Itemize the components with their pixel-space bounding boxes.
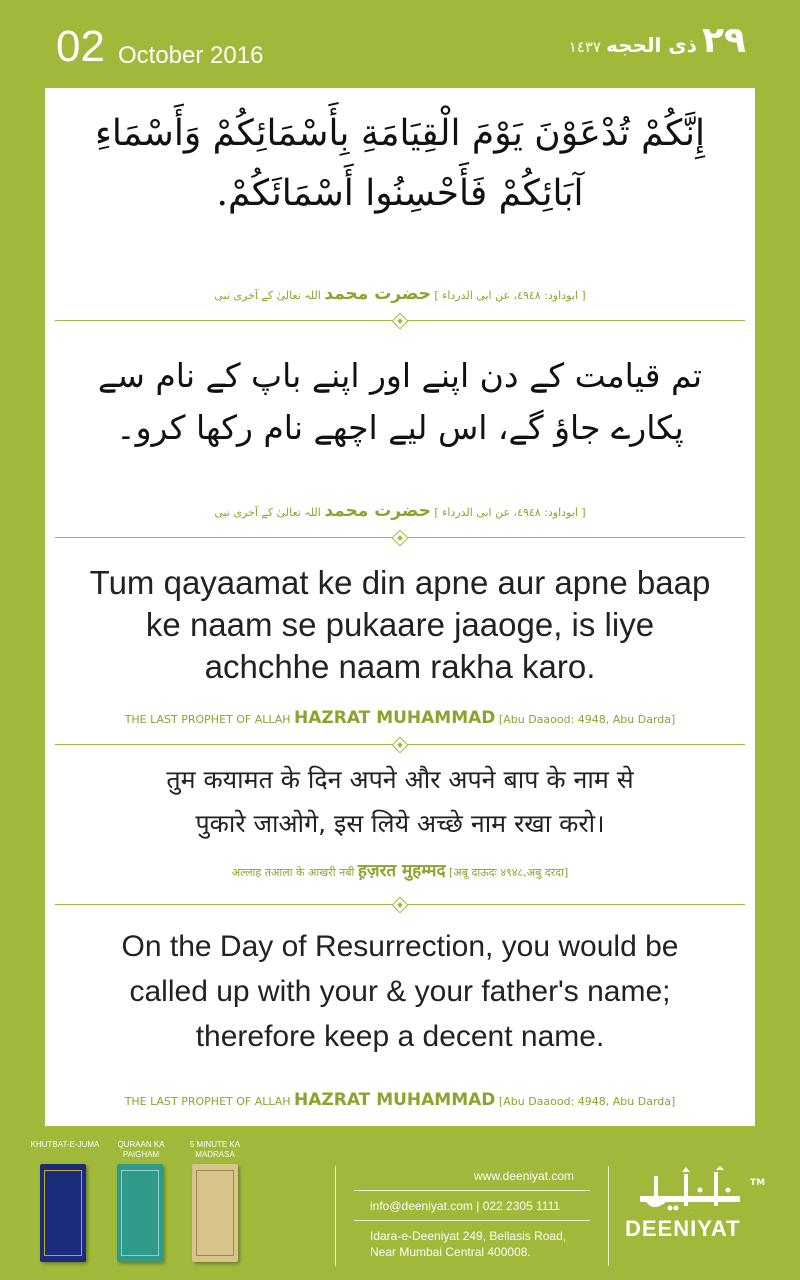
diamond-ornament-icon bbox=[392, 737, 409, 754]
ref-source: [अबू दाऊदः ४९४८,अबु दरदा] bbox=[449, 866, 569, 879]
arabic-text bbox=[45, 104, 755, 224]
website-link[interactable]: www.deeniyat.com bbox=[474, 1169, 575, 1183]
ref-source: [ ابوداود: ٤٩٤٨، عن ابی الدرداء ] bbox=[434, 506, 586, 519]
ref-name: حضرت محمد bbox=[324, 284, 431, 304]
roman-reference bbox=[45, 708, 755, 728]
urdu-line-1: تم قیامت کے دن اپنے اور اپنے باپ کے نام سے bbox=[97, 356, 703, 395]
date-header bbox=[0, 0, 800, 86]
gregorian-day: 02 bbox=[56, 22, 105, 71]
footer-divider bbox=[608, 1166, 609, 1266]
ref-prefix: अल्लाह तआला के आखरी नबी bbox=[231, 866, 355, 879]
ref-name: HAZRAT MUHAMMAD bbox=[294, 708, 496, 728]
trademark-symbol: TM bbox=[750, 1178, 766, 1188]
address-line-1: Idara-e-Deeniyat 249, Bellasis Road, bbox=[370, 1229, 567, 1243]
arabic-line-2: آبَائِكُمْ فَأَحْسِنُوا أَسْمَائَكُمْ. bbox=[216, 173, 584, 214]
ref-prefix: اللہ تعالیٰ کے آخری نبی bbox=[214, 289, 321, 302]
deeniyat-logo-text: DEENIYAT bbox=[625, 1216, 741, 1241]
diamond-ornament-icon bbox=[392, 530, 409, 547]
hijri-month: ذی الحجه bbox=[606, 33, 697, 57]
hijri-date bbox=[569, 20, 746, 61]
hijri-day: ٢٩ bbox=[702, 20, 746, 61]
arabic-reference bbox=[45, 284, 755, 304]
ref-name: ह़ज़रत मुहम्मद bbox=[357, 861, 446, 881]
address-line-2: Near Mumbai Central 400008. bbox=[370, 1245, 531, 1259]
ref-name: حضرت محمد bbox=[324, 501, 431, 521]
urdu-text bbox=[45, 350, 755, 454]
footer-rule bbox=[354, 1220, 590, 1221]
urdu-reference bbox=[45, 501, 755, 521]
deeniyat-logo-icon bbox=[636, 1166, 744, 1214]
ref-prefix: THE LAST PROPHET OF ALLAH bbox=[124, 713, 291, 726]
book-label-khutbat: KHUTBAT-E-JUMA bbox=[30, 1140, 100, 1149]
hijri-year: ١٤٣٧ bbox=[568, 38, 601, 56]
contact-info[interactable]: info@deeniyat.com | 022 2305 1111 bbox=[370, 1199, 561, 1213]
roman-line-1: Tum qayaamat ke din apne aur apne baap bbox=[89, 564, 711, 601]
ref-source: [Abu Daaood: 4948, Abu Darda] bbox=[498, 713, 676, 726]
footer-rule bbox=[354, 1190, 590, 1191]
book-label-quraan: QURAAN KA PAIGHAM bbox=[117, 1140, 165, 1159]
english-line-2: called up with your & your father's name; bbox=[129, 975, 671, 1008]
book-quraan-ka-paigham[interactable] bbox=[117, 1164, 163, 1262]
book-5-minute-ka-madrasa[interactable] bbox=[192, 1164, 238, 1262]
english-reference bbox=[45, 1090, 755, 1110]
ref-source: [Abu Daaood: 4948, Abu Darda] bbox=[498, 1095, 676, 1108]
footer-divider bbox=[335, 1166, 336, 1266]
urdu-line-2: پکارے جاؤ گے، اس لیے اچھے نام رکھا کرو۔ bbox=[116, 408, 684, 447]
diamond-ornament-icon bbox=[392, 313, 409, 330]
english-line-3: therefore keep a decent name. bbox=[195, 1020, 605, 1053]
arabic-line-1: إِنَّكُمْ تُدْعَوْنَ يَوْمَ الْقِيَامَةِ بِأَسْمَائِكُمْ وَأَسْمَاءِ bbox=[94, 113, 706, 154]
english-text bbox=[45, 924, 755, 1059]
ref-name: HAZRAT MUHAMMAD bbox=[294, 1090, 496, 1110]
gregorian-month-year: October 2016 bbox=[118, 42, 264, 69]
book-khutbat-e-juma[interactable] bbox=[40, 1164, 86, 1262]
hindi-reference bbox=[45, 858, 755, 881]
roman-line-2: ke naam se pukaare jaaoge, is liye bbox=[145, 606, 655, 643]
ref-source: [ ابوداود: ٤٩٤٨، عن ابی الدرداء ] bbox=[434, 289, 586, 302]
hadith-card bbox=[45, 88, 755, 1126]
ref-prefix: اللہ تعالیٰ کے آخری نبی bbox=[214, 506, 321, 519]
roman-urdu-text bbox=[45, 562, 755, 688]
book-label-madrasa: 5 MINUTE KA MADRASA bbox=[189, 1140, 241, 1159]
ref-prefix: THE LAST PROPHET OF ALLAH bbox=[124, 1095, 291, 1108]
hindi-line-2: पुकारे जाओगे, इस लिये अच्छे नाम रखा करो। bbox=[195, 809, 605, 838]
hindi-line-1: तुम कयामत के दिन अपने और अपने बाप के नाम से bbox=[166, 765, 634, 794]
footer bbox=[0, 1126, 800, 1280]
roman-line-3: achchhe naam rakha karo. bbox=[204, 648, 596, 685]
diamond-ornament-icon bbox=[392, 897, 409, 914]
svg-text:دینیات: دینیات bbox=[690, 1213, 693, 1214]
english-line-1: On the Day of Resurrection, you would be bbox=[121, 930, 679, 963]
hindi-text bbox=[45, 758, 755, 846]
